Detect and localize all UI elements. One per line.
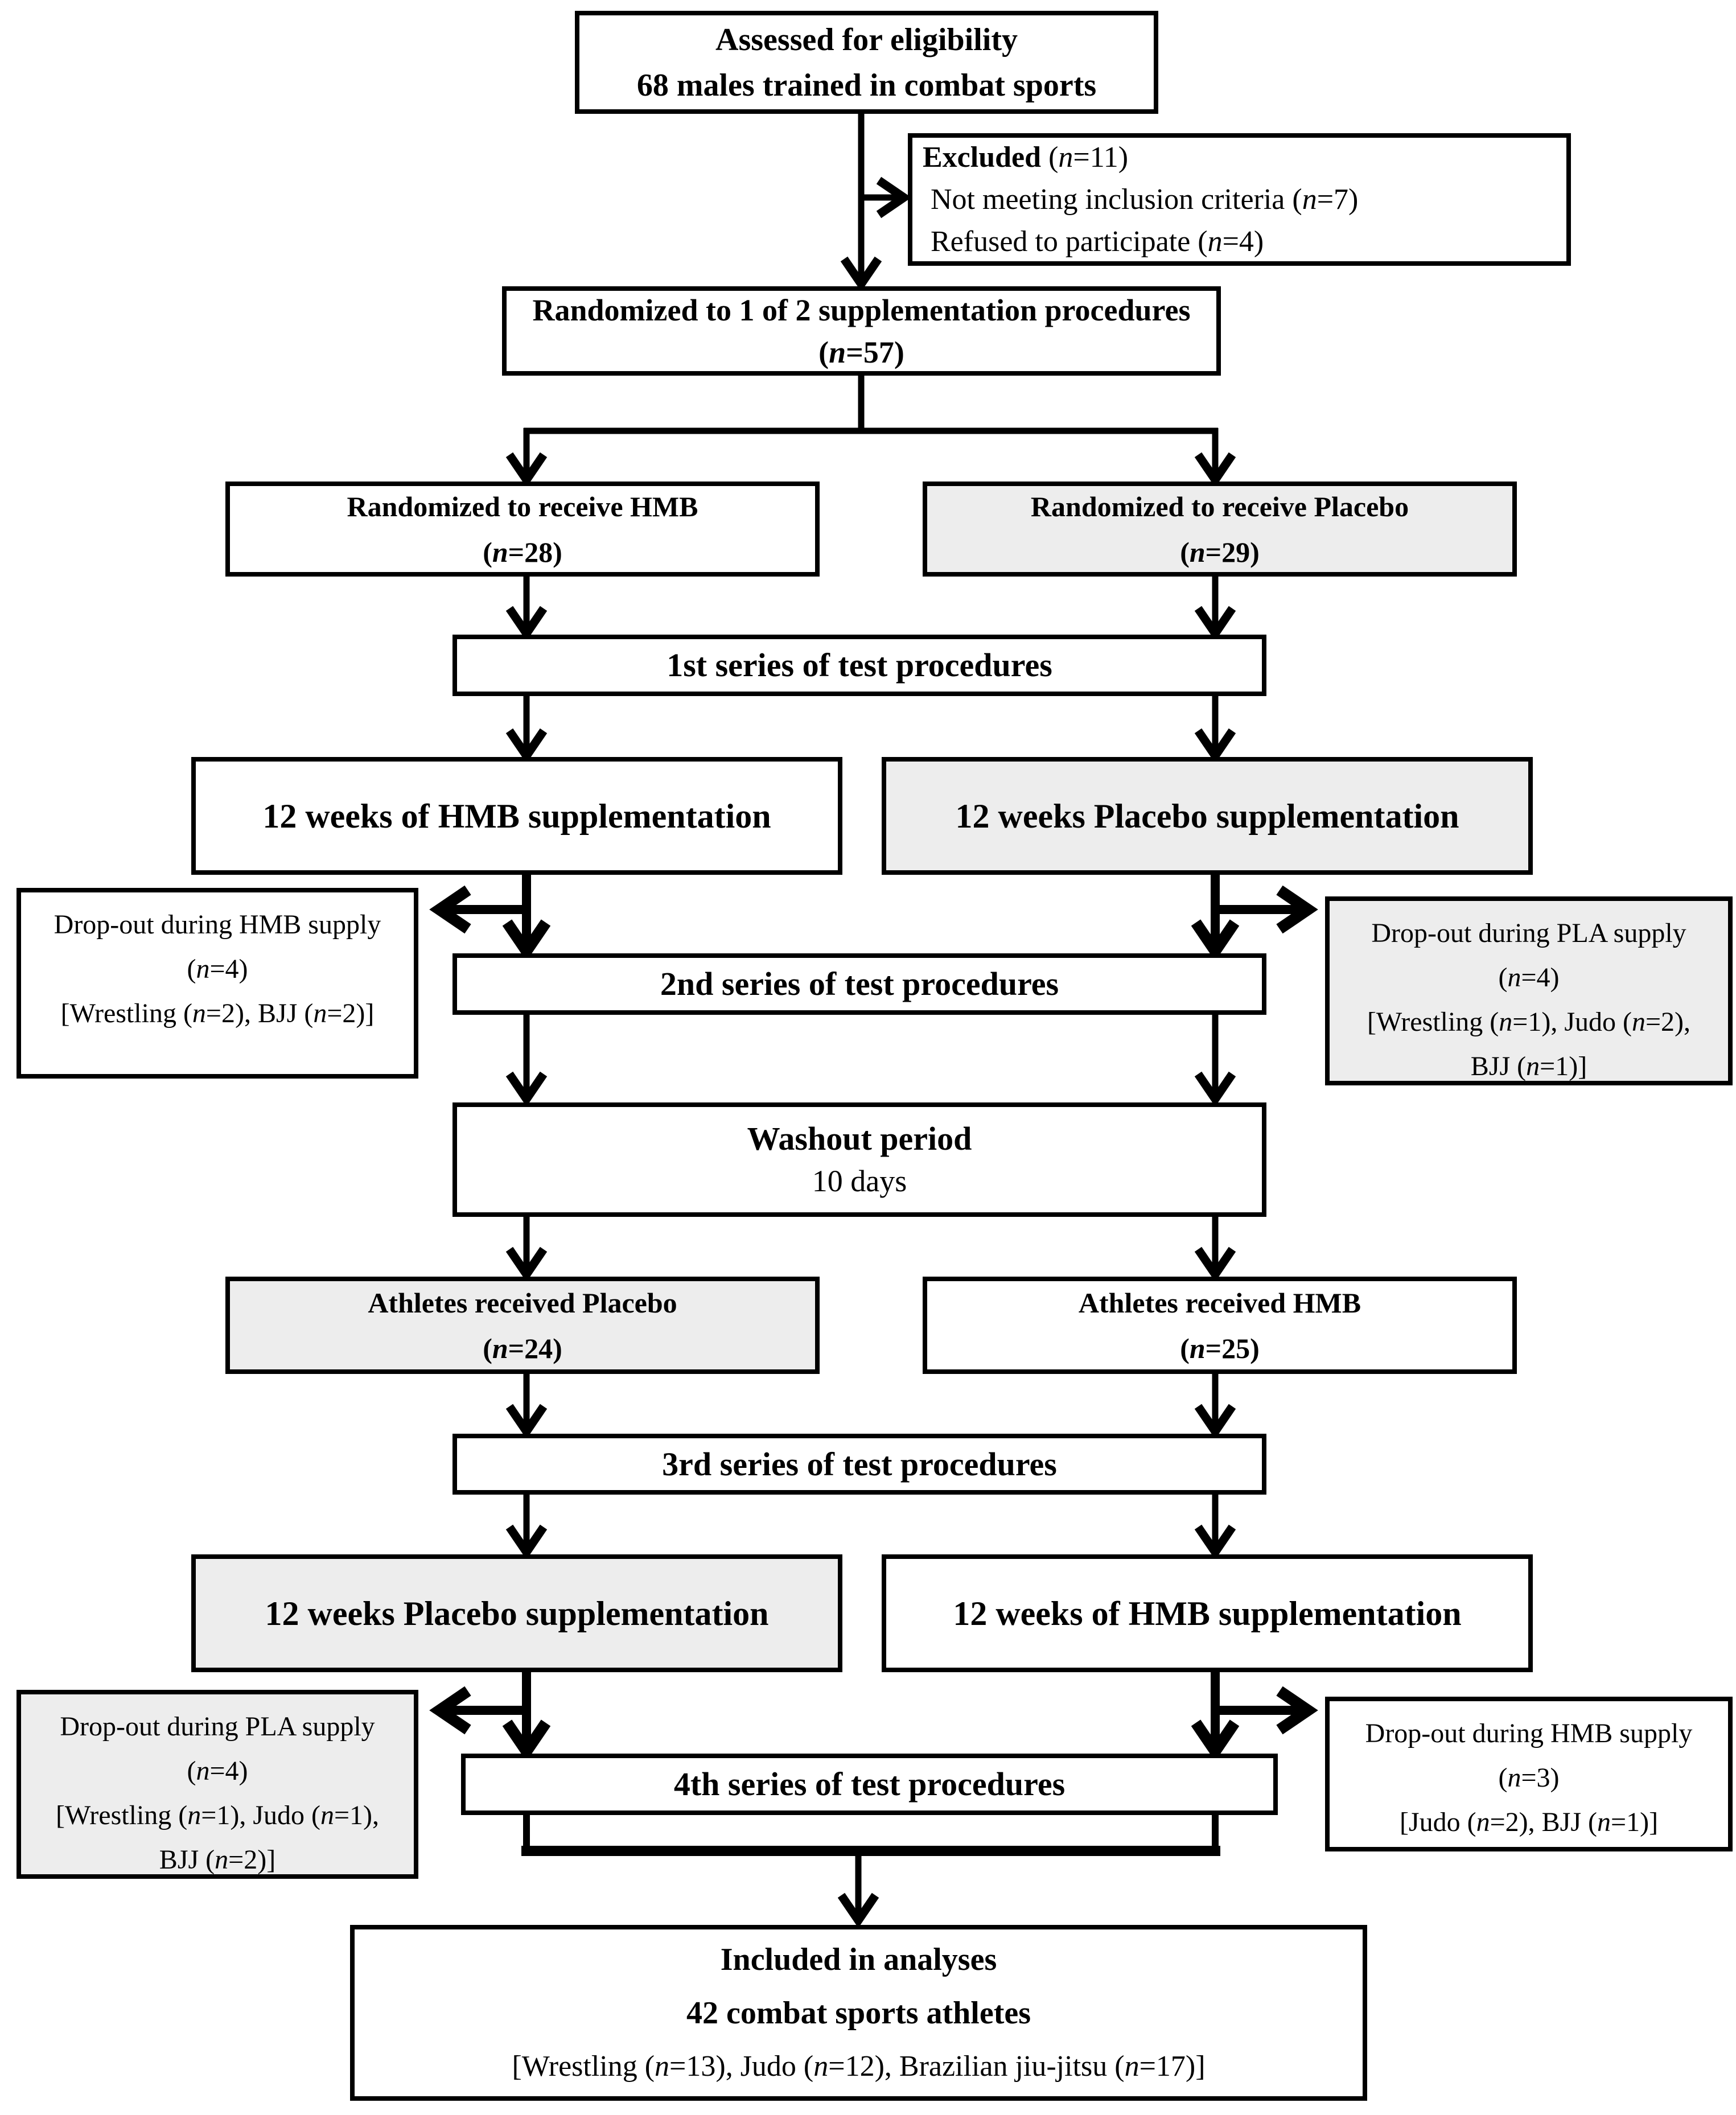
excluded-item2: Refused to participate (n=4) xyxy=(931,225,1264,258)
athletes-hmb-count: (n=25) xyxy=(1180,1332,1260,1364)
dropout-hmb-second-detail: [Judo (n=2), BJJ (n=1)] xyxy=(1399,1807,1659,1837)
included-line2: 42 combat sports athletes xyxy=(686,1995,1031,2031)
box-randomized-hmb xyxy=(225,482,820,577)
box-12wk-placebo-first xyxy=(882,757,1533,875)
excluded-title-line xyxy=(923,137,1128,179)
dropout-hmb-second-count: (n=3) xyxy=(1498,1763,1560,1793)
box-12wk-hmb-second xyxy=(882,1554,1533,1672)
box-randomized xyxy=(502,286,1221,376)
randomized-count: (n=57) xyxy=(818,335,904,369)
arrow-athletes-to-series3 xyxy=(509,1372,1232,1431)
arrow-series3-to-12wk2 xyxy=(509,1492,1232,1552)
arrow-series4-to-included xyxy=(521,1813,1220,1920)
arrow-assessed-to-randomized xyxy=(844,112,904,284)
12wk-placebo-second-label: 12 weeks Placebo supplementation xyxy=(265,1594,769,1632)
randomized-hmb-line1: Randomized to receive HMB xyxy=(347,490,698,522)
excluded-count: (n=11) xyxy=(1041,141,1129,174)
randomized-placebo-count: (n=29) xyxy=(1180,536,1260,568)
series1-label: 1st series of test procedures xyxy=(667,647,1052,684)
dropout-pla-second-detail1: [Wrestling (n=1), Judo (n=1), xyxy=(55,1800,380,1830)
dropout-pla-first-count: (n=4) xyxy=(1498,962,1560,993)
box-randomized-placebo xyxy=(923,482,1517,577)
arrow-randomized-split xyxy=(509,373,1232,480)
box-12wk-placebo-second xyxy=(191,1554,842,1672)
dropout-pla-second-line1: Drop-out during PLA supply xyxy=(60,1711,375,1742)
arrow-series1-to-12wk xyxy=(509,694,1232,756)
box-dropout-pla-second xyxy=(17,1690,418,1879)
dropout-pla-first-line1: Drop-out during PLA supply xyxy=(1371,918,1686,948)
series3-label: 3rd series of test procedures xyxy=(662,1445,1057,1483)
athletes-placebo-count: (n=24) xyxy=(483,1332,562,1364)
series4-label: 4th series of test procedures xyxy=(673,1766,1066,1803)
arrow-branches-to-series1 xyxy=(509,574,1232,633)
washout-line1: Washout period xyxy=(747,1120,972,1157)
athletes-hmb-line1: Athletes received HMB xyxy=(1078,1286,1361,1319)
box-included-in-analyses xyxy=(350,1925,1367,2101)
box-series4 xyxy=(461,1754,1278,1815)
dropout-pla-first-detail2: BJJ (n=1)] xyxy=(1470,1051,1587,1081)
box-dropout-hmb-second xyxy=(1325,1697,1733,1851)
included-line1: Included in analyses xyxy=(720,1941,997,1977)
dropout-pla-first-detail1: [Wrestling (n=1), Judo (n=2), xyxy=(1367,1007,1691,1037)
dropout-pla-second-count: (n=4) xyxy=(187,1756,248,1786)
dropout-hmb-first-count: (n=4) xyxy=(187,954,248,984)
12wk-placebo-first-label: 12 weeks Placebo supplementation xyxy=(955,797,1459,835)
included-detail: [Wrestling (n=13), Judo (n=12), Brazilian jiu-jitsu (n=17)] xyxy=(512,2050,1206,2083)
arrow-dropout-branch-left-bottom xyxy=(439,1691,531,1730)
12wk-hmb-first-label: 12 weeks of HMB supplementation xyxy=(262,797,771,835)
randomized-line1: Randomized to 1 of 2 supplementation procedures xyxy=(532,293,1191,327)
arrow-series2-to-washout xyxy=(509,1013,1232,1099)
dropout-hmb-second-line1: Drop-out during HMB supply xyxy=(1365,1718,1693,1748)
excluded-title: Excluded xyxy=(923,141,1042,174)
randomized-placebo-line1: Randomized to receive Placebo xyxy=(1030,490,1409,522)
excluded-item1: Not meeting inclusion criteria (n=7) xyxy=(931,183,1359,216)
box-series1 xyxy=(452,635,1266,696)
arrow-dropout-branch-right-bottom xyxy=(1211,1691,1308,1730)
dropout-pla-second-detail2: BJJ (n=2)] xyxy=(159,1845,276,1875)
assessed-line1: Assessed for eligibility xyxy=(715,22,1018,57)
dropout-hmb-first-detail: [Wrestling (n=2), BJJ (n=2)] xyxy=(60,998,375,1028)
arrow-washout-to-athletes xyxy=(509,1215,1232,1274)
randomized-hmb-count: (n=28) xyxy=(483,536,562,568)
box-athletes-placebo xyxy=(225,1277,820,1374)
box-assessed-for-eligibility xyxy=(575,11,1158,114)
box-washout xyxy=(452,1102,1266,1217)
box-dropout-pla-first xyxy=(1325,896,1733,1085)
series2-label: 2nd series of test procedures xyxy=(660,965,1059,1002)
washout-line2: 10 days xyxy=(812,1163,907,1198)
box-series3 xyxy=(452,1434,1266,1495)
arrow-dropout-branch-left-mid xyxy=(439,890,531,929)
athletes-placebo-line1: Athletes received Placebo xyxy=(368,1286,677,1319)
assessed-line2: 68 males trained in combat sports xyxy=(636,67,1097,103)
arrow-dropout-branch-right-mid xyxy=(1211,890,1308,929)
box-12wk-hmb-first xyxy=(191,757,842,875)
box-excluded xyxy=(908,133,1571,266)
12wk-hmb-second-label: 12 weeks of HMB supplementation xyxy=(953,1594,1462,1632)
box-series2 xyxy=(452,953,1266,1015)
dropout-hmb-first-line1: Drop-out during HMB supply xyxy=(54,910,381,940)
box-dropout-hmb-first xyxy=(17,888,418,1079)
box-athletes-hmb xyxy=(923,1277,1517,1374)
